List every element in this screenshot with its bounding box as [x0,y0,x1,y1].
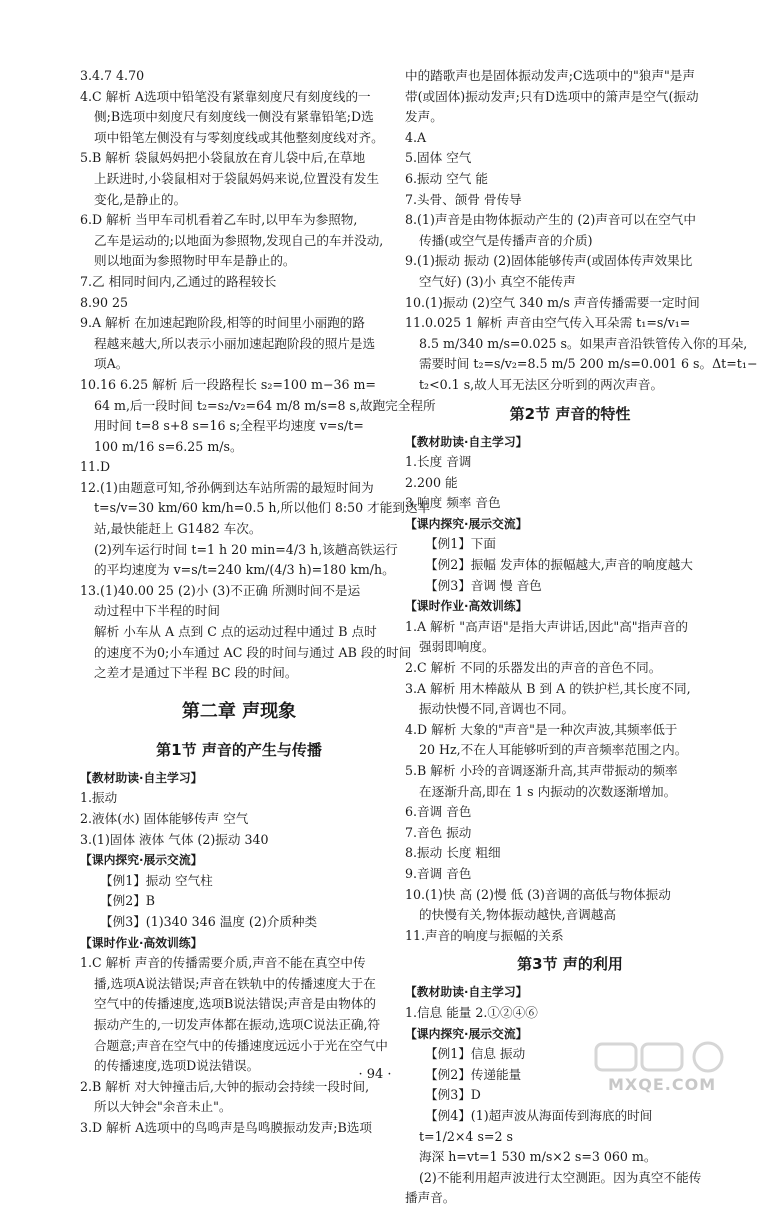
text-line: 5.B 解析 袋鼠妈妈把小袋鼠放在育儿袋中后,在草地 [80,150,366,166]
text-line: 项中铅笔左侧没有与零刻度线或其他整刻度线对齐。 [94,129,384,145]
text-line: 13.(1)40.00 25 (2)小 (3)不正确 所测时间不是运 [80,582,361,598]
text-line: 用时间 t=8 s+8 s=16 s;全程平均速度 v=s/t= [94,418,364,434]
text-line: 10.(1)快 高 (2)慢 低 (3)音调的高低与物体振动 [405,886,671,902]
text-line: 2.B 解析 对大钟撞击后,大钟的振动会持续一段时间, [80,1078,370,1094]
text-line: 【例1】信息 振动 [425,1046,526,1062]
subsection-heading: 【课内探究·展示交流】 [405,516,528,531]
text-line: 【例3】(1)340 346 温度 (2)介质种类 [100,913,318,929]
text-line: 播,选项A说法错误;声音在铁轨中的传播速度大于在 [94,975,376,991]
text-line: 程越来越大,所以表示小丽加速起跑阶段的照片是选 [94,335,376,351]
text-line: 3.(1)固体 液体 气体 (2)振动 340 [80,831,269,847]
text-line: 振动快慢不同,音调也不同。 [419,701,575,717]
text-line: 2.200 能 [405,474,458,490]
text-line: 2.液体(水) 固体能够传声 空气 [80,811,249,826]
text-line: 空气好) (3)小 真空不能传声 [419,273,576,289]
watermark-text: MXQE.COM [608,1075,717,1094]
text-line: 1.A 解析 "高声语"是指大声讲话,因此"高"指声音的 [405,618,688,634]
text-line: 8.5 m/340 m/s=0.025 s。如果声音沿铁管传入你的耳朵, [419,335,748,351]
text-line: 100 m/16 s=6.25 m/s。 [94,438,243,454]
text-line: 【例4】(1)超声波从海面传到海底的时间 [425,1107,653,1123]
text-line: 发声。 [405,109,443,125]
text-line: 3.4.7 4.70 [80,68,145,83]
text-line: 【例2】传递能量 [425,1066,522,1082]
section-title: 第2节 声音的特性 [509,404,631,423]
text-line: 5.固体 空气 [405,150,472,166]
text-line: 【例3】D [425,1087,481,1103]
text-line: 侧;B选项中刻度尺有刻度线一侧没有紧靠铅笔;D选 [94,109,374,125]
text-line: 强弱即响度。 [419,639,495,655]
text-line: t=s/v=30 km/60 km/h=0.5 h,所以他们 8:50 才能到达车 [94,500,431,516]
section-title: 第1节 声音的产生与传播 [156,740,322,759]
section-title: 第3节 声的利用 [517,955,623,974]
text-line: 所以大钟会"余音未止"。 [94,1099,232,1115]
text-line: 在逐渐升高,即在 1 s 内振动的次数逐渐增加。 [419,783,677,799]
subsection-heading: 【教材助读·自主学习】 [405,985,528,1000]
text-line: (2)列车运行时间 t=1 h 20 min=4/3 h,该趟高铁运行 [94,541,398,557]
text-line: 【例3】音调 慢 音色 [425,577,542,593]
right-column [405,66,757,1209]
text-line: 10.(1)振动 (2)空气 340 m/s 声音传播需要一定时间 [405,294,700,310]
text-line: 11.声音的响度与振幅的关系 [405,927,564,943]
text-line: 20 Hz,不在人耳能够听到的声音频率范围之内。 [419,742,688,758]
text-line: 的平均速度为 v=s/t=240 km/(4/3 h)=180 km/h。 [94,562,395,578]
text-line: 4.D 解析 大象的"声音"是一种次声波,其频率低于 [405,721,678,737]
text-line: 1.C 解析 声音的传播需要介质,声音不能在真空中传 [80,955,366,971]
text-line: 的快慢有关,物体振动越快,音调越高 [419,907,616,923]
text-line: 的传播速度,选项D说法错误。 [94,1058,260,1074]
text-line: t=1/2×4 s=2 s [419,1128,513,1144]
text-line: 【例2】振幅 发声体的振幅越大,声音的响度越大 [425,557,693,573]
text-line: 9.(1)振动 振动 (2)固体能够传声(或固体传声效果比 [405,253,693,269]
text-line: 2.C 解析 不同的乐器发出的声音的音色不同。 [405,660,662,676]
text-line: 8.振动 长度 粗细 [405,845,501,861]
text-line: 的速度不为0;小车通过 AC 段的时间与通过 AB 段的时间 [94,644,412,660]
text-line: 12.(1)由题意可知,爷孙俩到达车站所需的最短时间为 [80,479,374,495]
text-line: 海深 h=vt=1 530 m/s×2 s=3 060 m。 [419,1149,657,1165]
text-line: 8.90 25 [80,294,129,310]
page-number: · 94 · [358,1067,392,1082]
text-line: 解析 小车从 A 点到 C 点的运动过程中通过 B 点时 [94,624,377,640]
subsection-heading: 【教材助读·自主学习】 [405,434,528,449]
text-line: 10.16 6.25 解析 后一段路程长 s₂=100 m−36 m= [80,376,376,392]
text-line: t₂<0.1 s,故人耳无法区分听到的两次声音。 [419,376,664,392]
chapter-title: 第二章 声现象 [181,700,297,722]
text-line: 3.A 解析 用木棒敲从 B 到 A 的铁护栏,其长度不同, [405,680,691,696]
text-line: 需要时间 t₂=s/v₂=8.5 m/5 200 m/s=0.001 6 s。Δt=t₁− [419,356,757,372]
text-line: 9.A 解析 在加速起跑阶段,相等的时间里小丽跑的路 [80,315,365,331]
subsection-heading: 【课内探究·展示交流】 [405,1026,528,1041]
text-line: 4.C 解析 A选项中铅笔没有紧靠刻度尺有刻度线的一 [80,88,371,104]
text-line: 动过程中下半程的时间 [94,603,220,619]
text-line: 【例1】振动 空气柱 [100,872,213,888]
text-line: 6.振动 空气 能 [405,170,488,186]
text-line: 带(或固体)振动发声;只有D选项中的箫声是空气(振动 [405,88,699,104]
subsection-heading: 【课时作业·高效训练】 [80,935,203,950]
subsection-heading: 【课内探究·展示交流】 [80,853,203,868]
text-line: 中的踏歌声也是固体振动发声;C选项中的"狼声"是声 [405,68,695,83]
text-line: 传播(或空气是传播声音的介质) [419,232,593,248]
text-line: 则以地面为参照物时甲车是静止的。 [94,253,296,269]
text-line: 合题意;声音在空气中的传播速度远远小于光在空气中 [94,1037,388,1053]
text-line: 7.音色 振动 [405,824,472,840]
subsection-heading: 【课时作业·高效训练】 [405,599,528,614]
subsection-heading: 【教材助读·自主学习】 [80,770,203,785]
text-line: 1.振动 [80,790,118,806]
text-line: 5.B 解析 小玲的音调逐渐升高,其声带振动的频率 [405,763,678,778]
text-line: 站,最快能赶上 G1482 车次。 [94,521,262,537]
text-line: 项A。 [94,356,129,372]
text-line: 9.音调 音色 [405,865,472,881]
text-line: 上跃进时,小袋鼠相对于袋鼠妈妈来说,位置没有发生 [94,170,380,186]
text-line: 6.音调 音色 [405,804,472,820]
text-line: 【例1】下面 [425,536,496,552]
text-line: 64 m,后一段时间 t₂=s₂/v₂=64 m/8 m/s=8 s,故跑完全程所 [94,397,436,413]
text-line: (2)不能利用超声波进行太空测距。因为真空不能传 [419,1169,702,1185]
text-line: 3.D 解析 A选项中的鸟鸣声是鸟鸣膜振动发声;B选项 [80,1119,372,1135]
text-line: 1.信息 能量 2.①②④⑥ [405,1004,538,1020]
text-line: 4.A [405,129,427,145]
text-line: 8.(1)声音是由物体振动产生的 (2)声音可以在空气中 [405,212,696,228]
text-line: 变化,是静止的。 [94,191,187,207]
text-line: 空气中的传播速度,选项B说法错误;声音是由物体的 [94,996,376,1012]
text-line: 播声音。 [405,1190,456,1206]
text-line: 1.长度 音调 [405,454,472,470]
text-line: 11.D [80,459,111,475]
text-line: 7.乙 相同时间内,乙通过的路程较长 [80,273,277,289]
text-line: 【例2】B [100,893,156,909]
text-line: 振动产生的,一切发声体都在振动,选项C说法正确,符 [94,1016,381,1032]
text-line: 7.头骨、颌骨 骨传导 [405,191,522,207]
text-line: 3.响度 频率 音色 [405,495,501,511]
text-line: 6.D 解析 当甲车司机看着乙车时,以甲车为参照物, [80,212,358,228]
text-line: 11.0.025 1 解析 声音由空气传入耳朵需 t₁=s/v₁= [405,315,691,331]
text-line: 之差才是通过下半程 BC 段的时间。 [94,665,298,681]
text-line: 乙车是运动的;以地面为参照物,发现自己的车并没动, [94,232,384,248]
